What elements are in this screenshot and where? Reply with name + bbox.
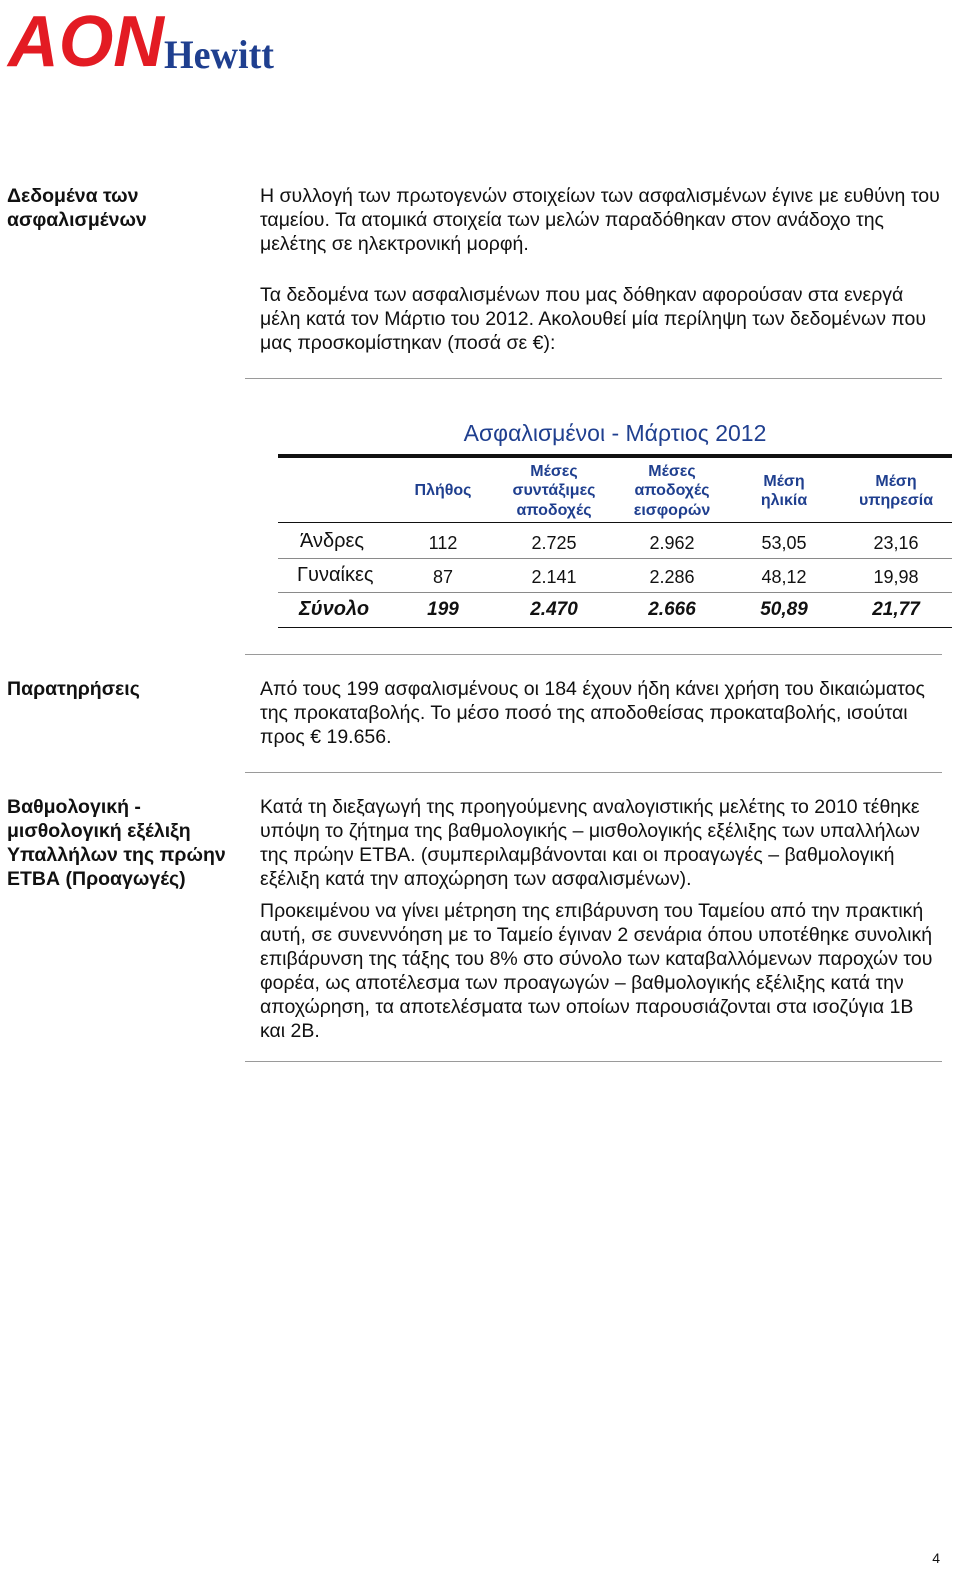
cell-women-service: 19,98 [873, 567, 919, 587]
cell-women-pensionable: 2.141 [531, 567, 577, 587]
section-divider [245, 378, 942, 379]
observations-paragraph: Από τους 199 ασφαλισμένους οι 184 έχουν ήδη κάνει χρήση του δικαιώματος της προκαταβολής. Το μέσο ποσό της αποδοθείσας προκαταβολής, ισούται προς € 19.656. [260, 678, 925, 748]
row-label-women: Γυναίκες [297, 564, 374, 586]
section-divider [245, 772, 942, 773]
section-divider [245, 654, 942, 655]
cell-men-pensionable: 2.725 [531, 533, 577, 553]
logo-sub: Hewitt [164, 32, 275, 76]
section-label-promotions: Βαθμολογική - μισθολογική εξέλιξη Υπαλλήλων της πρώην ΕΤΒΑ (Προαγωγές) [7, 796, 226, 890]
col-header-pensionable-earnings: Μέσες συντάξιμες αποδοχές [512, 462, 596, 519]
cell-men-count: 112 [428, 533, 458, 553]
section-label-insured-data: Δεδομένα των ασφαλισμένων [7, 185, 147, 231]
cell-men-contribution: 2.962 [649, 533, 695, 553]
insured-data-paragraph-2: Τα δεδομένα των ασφαλισμένων που μας δόθηκαν αφορούσαν στα ενεργά μέλη κατά τον Μάρτιο του 2012. Ακολουθεί μία περίληψη των δεδομένων που μας προσκομίστηκαν (ποσά σε €): [260, 284, 927, 354]
cell-total-age: 50,89 [760, 599, 808, 620]
cell-total-contribution: 2.666 [648, 599, 696, 620]
row-divider [278, 558, 952, 559]
table-bottom-rule [278, 627, 952, 628]
cell-women-age: 48,12 [761, 567, 807, 587]
promotions-paragraph-2: Προκειμένου να γίνει μέτρηση της επιβάρυνση του Ταμείου από την πρακτική αυτή, σε συνεννόηση με το Ταμείο έγιναν 2 σενάρια όπου υποτέθηκε συνολική επιβάρυνση της τάξης του 8% στο σύνολο των καταβαλλόμενων παροχών του φορέα, ως αποτέλεσμα των προαγωγών – βαθμολογικής εξέλιξης κατά την αποχώρηση, τα αποτελέσματα των οποίων παρουσιάζονται στα ισοζύγια 1Β και 2Β. [260, 900, 933, 1042]
cell-women-count: 87 [432, 567, 454, 587]
table-header-rule [278, 522, 952, 523]
cell-women-contribution: 2.286 [649, 567, 695, 587]
section-label-observations: Παρατηρήσεις [7, 678, 140, 700]
logo-brand: AON [6, 4, 166, 76]
aon-hewitt-logo [6, 4, 276, 76]
row-divider [278, 592, 952, 593]
cell-total-pensionable: 2.470 [530, 599, 578, 620]
section-divider [245, 1061, 942, 1062]
col-header-average-age: Μέση ηλικία [760, 472, 808, 509]
col-header-average-service: Μέση υπηρεσία [858, 472, 934, 509]
promotions-paragraph-1: Κατά τη διεξαγωγή της προηγούμενης αναλογιστικής μελέτης το 2010 τέθηκε υπόψη το ζήτημα της βαθμολογικής – μισθολογικής εξέλιξης των υπαλλήλων της πρώην ΕΤΒΑ. (συμπεριλαμβάνονται και οι προαγωγές – βαθμολογική εξέλιξη κατά την αποχώρηση των ασφαλισμένων). [260, 796, 920, 890]
insured-data-paragraph-1: Η συλλογή των πρωτογενών στοιχείων των ασφαλισμένων έγινε με ευθύνη του ταμείου. Τα ατομικά στοιχεία των μελών παραδόθηκαν στον ανάδοχο της μελέτης σε ηλεκτρονική μορφή. [260, 185, 940, 255]
row-label-total: Σύνολο [299, 598, 370, 620]
cell-total-count: 199 [427, 599, 459, 620]
table-title: Ασφαλισμένοι - Μάρτιος 2012 [463, 420, 767, 446]
table-top-rule [278, 454, 952, 458]
col-header-contribution-earnings: Μέσες αποδοχές εισφορών [633, 462, 711, 519]
col-header-count: Πλήθος [414, 482, 472, 500]
page-number: 4 [932, 1550, 940, 1566]
cell-men-service: 23,16 [873, 533, 919, 553]
row-label-men: Άνδρες [300, 530, 365, 552]
cell-total-service: 21,77 [872, 599, 920, 620]
cell-men-age: 53,05 [761, 533, 807, 553]
